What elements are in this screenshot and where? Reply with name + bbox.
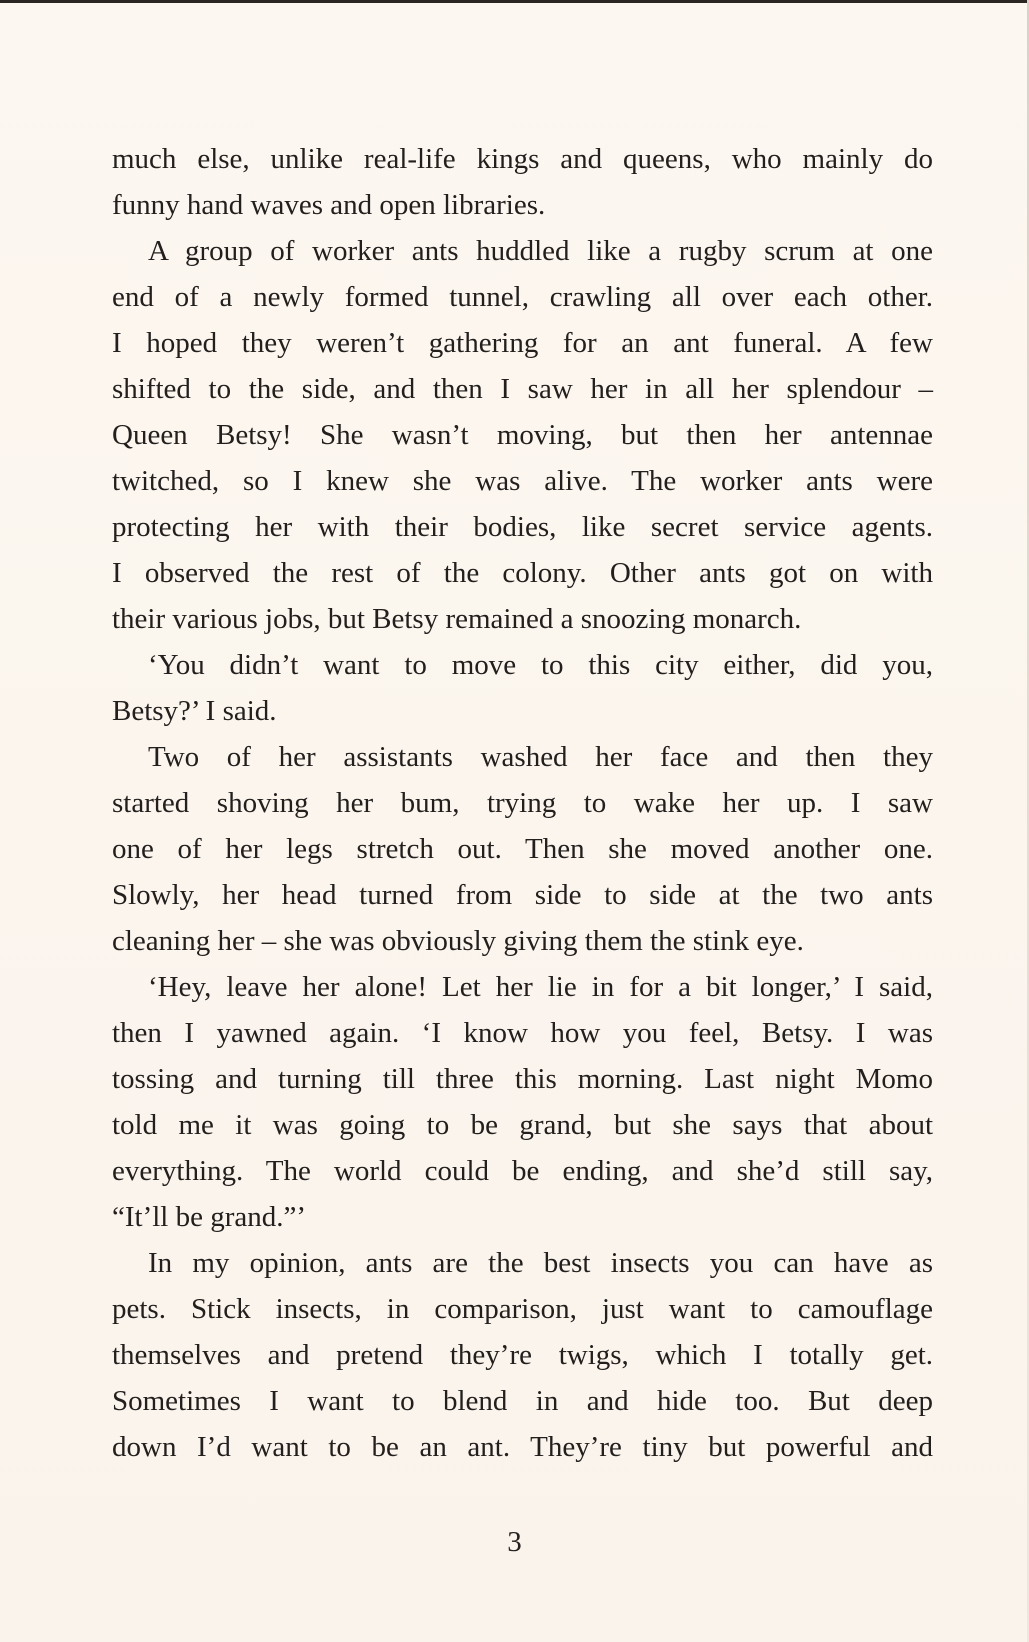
text-line: ‘Hey, leave her alone! Let her lie in for a bit longer,’ I said, (148, 971, 933, 1003)
text-line: protecting her with their bodies, like secret service agents. (112, 511, 933, 543)
text-line: themselves and pretend they’re twigs, which I totally get. (112, 1339, 933, 1371)
text-line: Sometimes I want to blend in and hide too. But deep (112, 1385, 933, 1417)
text-line: shifted to the side, and then I saw her in all her splendour – (112, 373, 933, 405)
text-line: cleaning her – she was obviously giving them the stink eye. (112, 925, 804, 957)
text-line: everything. The world could be ending, and she’d still say, (112, 1155, 933, 1187)
text-line: end of a newly formed tunnel, crawling all over each other. (112, 281, 933, 313)
text-line: I observed the rest of the colony. Other ants got on with (112, 557, 933, 589)
text-line: A group of worker ants huddled like a rugby scrum at one (148, 235, 933, 267)
text-line: told me it was going to be grand, but she says that about (112, 1109, 933, 1141)
text-line: Betsy?’ I said. (112, 695, 277, 727)
text-line: then I yawned again. ‘I know how you feel, Betsy. I was (112, 1017, 933, 1049)
page-number: 3 (507, 1526, 522, 1558)
text-line: funny hand waves and open libraries. (112, 189, 546, 221)
text-line: Slowly, her head turned from side to side at the two ants (112, 879, 933, 911)
text-line: I hoped they weren’t gathering for an ant funeral. A few (112, 327, 933, 359)
text-line: down I’d want to be an ant. They’re tiny but powerful and (112, 1431, 933, 1463)
text-line: tossing and turning till three this morning. Last night Momo (112, 1063, 933, 1095)
text-line: started shoving her bum, trying to wake her up. I saw (112, 787, 933, 819)
text-line: pets. Stick insects, in comparison, just want to camouflage (112, 1293, 933, 1325)
text-line: Queen Betsy! She wasn’t moving, but then her antennae (112, 419, 933, 451)
text-line: their various jobs, but Betsy remained a snoozing monarch. (112, 603, 802, 635)
text-line: ‘You didn’t want to move to this city either, did you, (148, 649, 933, 681)
text-line: one of her legs stretch out. Then she moved another one. (112, 833, 933, 865)
text-line: much else, unlike real-life kings and queens, who mainly do (112, 143, 933, 175)
text-line: Two of her assistants washed her face and then they (148, 741, 933, 773)
text-line: “It’ll be grand.”’ (112, 1201, 307, 1233)
body-text (112, 136, 933, 1470)
page-top-edge (0, 0, 1029, 3)
text-line: In my opinion, ants are the best insects you can have as (148, 1247, 933, 1279)
text-line: twitched, so I knew she was alive. The worker ants were (112, 465, 933, 497)
